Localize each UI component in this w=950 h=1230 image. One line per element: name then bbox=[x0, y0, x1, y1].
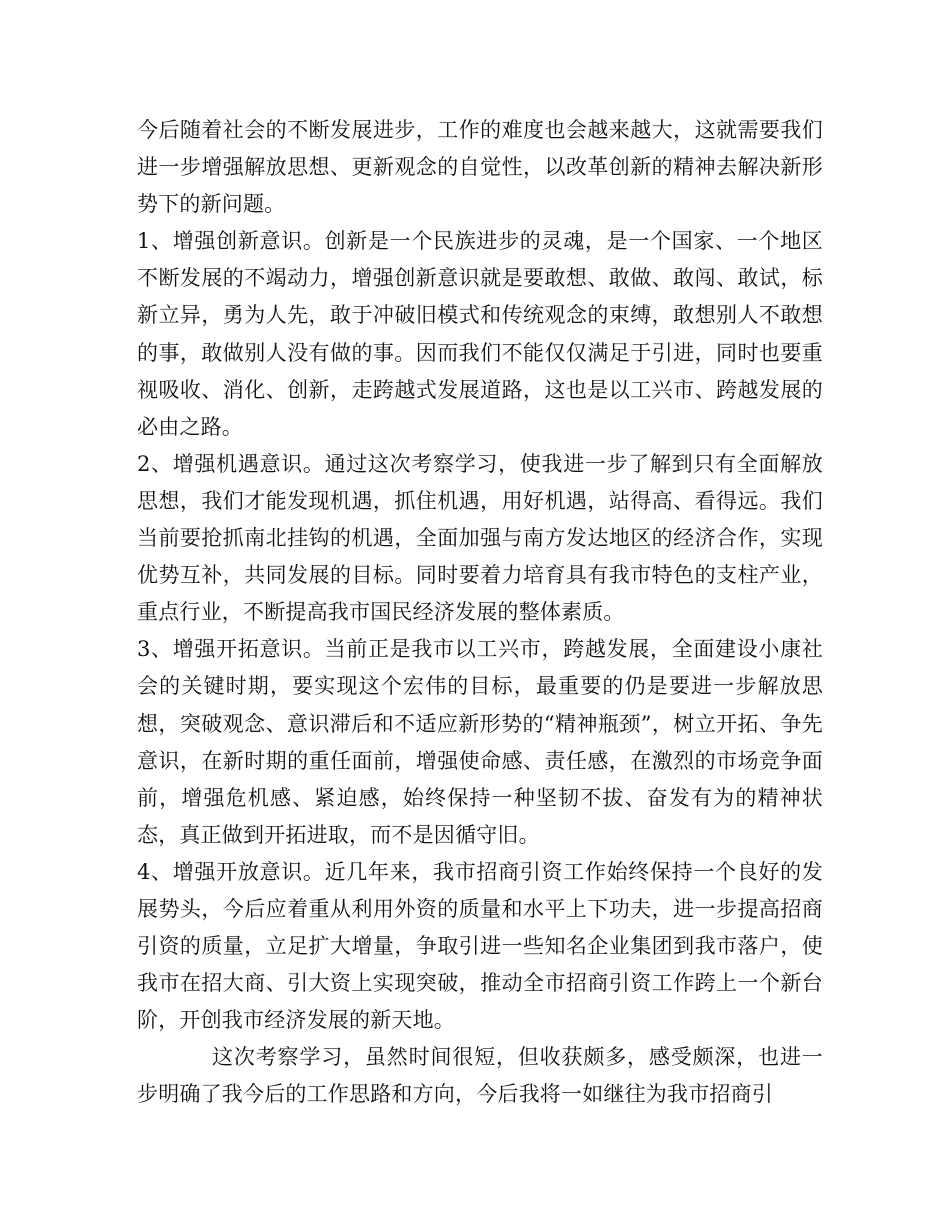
paragraph-innovation-awareness: 1、增强创新意识。创新是一个民族进步的灵魂，是一个国家、一个地区不断发展的不竭动力，增强创新意识就是要敢想、敢做、敢闯、敢试，标新立异，勇为人先，敢于冲破旧模式和传统观念的束缚，敢想别人不敢想的事，敢做别人没有做的事。因而我们不能仅仅满足于引进，同时也要重视吸收、消化、创新，走跨越式发展道路，这也是以工兴市、跨越发展的必由之路。 bbox=[137, 229, 823, 439]
paragraph-pioneering-awareness: 3、增强开拓意识。当前正是我市以工兴市，跨越发展，全面建设小康社会的关键时期，要实现这个宏伟的目标，最重要的仍是要进一步解放思想，突破观念、意识滞后和不适应新形势的“精神瓶颈”，树立开拓、争先意识，在新时期的重任面前，增强使命感、责任感，在激烈的市场竞争面前，增强危机感、紧迫感，始终保持一种坚韧不拔、奋发有为的精神状态，真正做到开拓进取，而不是因循守旧。 bbox=[137, 637, 823, 847]
document-body bbox=[137, 112, 823, 1114]
paragraph-opportunity-awareness: 2、增强机遇意识。通过这次考察学习，使我进一步了解到只有全面解放思想，我们才能发现机遇，抓住机遇，用好机遇，站得高、看得远。我们当前要抢抓南北挂钩的机遇，全面加强与南方发达地区的经济合作，实现优势互补，共同发展的目标。同时要着力培育具有我市特色的支柱产业，重点行业，不断提高我市国民经济发展的整体素质。 bbox=[137, 451, 823, 625]
paragraph-intro: 今后随着社会的不断发展进步，工作的难度也会越来越大，这就需要我们进一步增强解放思想、更新观念的自觉性，以改革创新的精神去解决新形势下的新问题。 bbox=[137, 118, 823, 217]
paragraph-openness-awareness: 4、增强开放意识。近几年来，我市招商引资工作始终保持一个良好的发展势头，今后应着重从利用外资的质量和水平上下功夫，进一步提高招商引资的质量，立足扩大增量，争取引进一些知名企业集团到我市落户，使我市在招大商、引大资上实现突破，推动全市招商引资工作跨上一个新台阶，开创我市经济发展的新天地。 bbox=[137, 859, 823, 1033]
paragraph-conclusion: 这次考察学习，虽然时间很短，但收获颇多，感受颇深，也进一步明确了我今后的工作思路和方向，今后我将一如继往为我市招商引 bbox=[137, 1045, 823, 1107]
